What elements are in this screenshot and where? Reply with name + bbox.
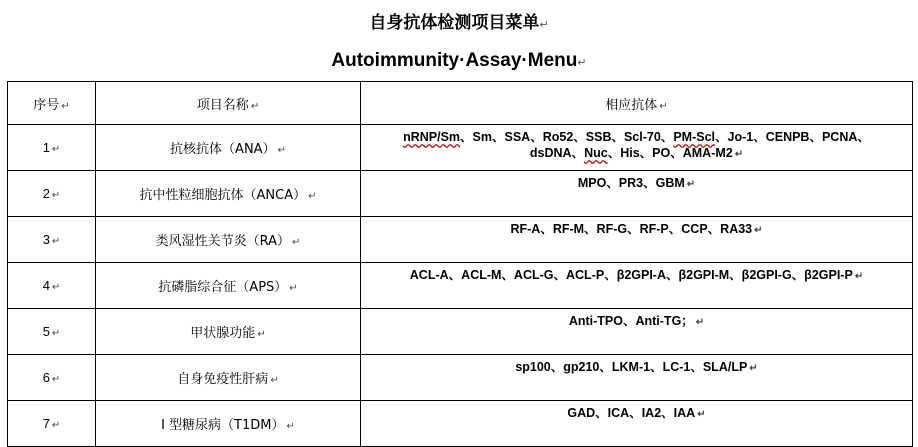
row-name: 类风湿性关节炎（RA） ↵ (96, 217, 361, 263)
row-antibodies: Anti-TPO、Anti-TG； ↵ (361, 309, 913, 355)
row-name: 甲状腺功能 ↵ (96, 309, 361, 355)
header-row (8, 82, 913, 125)
row-name: 自身免疫性肝病 ↵ (96, 355, 361, 401)
row-antibodies: ACL-A、ACL-M、ACL-G、ACL-P、β2GPI-A、β2GPI-M、β2GPI-G、β2GPI-P ↵ (361, 263, 913, 309)
title-chinese: 自身抗体检测项目菜单↵ (369, 13, 549, 33)
row-no: 4 ↵ (8, 263, 96, 309)
header-antibodies: 相应抗体 ↵ (361, 82, 913, 125)
row-antibodies: nRNP/Sm、Sm、SSA、Ro52、SSB、Scl-70、PM-Scl、Jo-1、CENPB、PCNA、 dsDNA、Nuc、His、PO、AMA-M2 ↵ (361, 125, 913, 171)
row-antibodies: RF-A、RF-M、RF-G、RF-P、CCP、RA33 ↵ (361, 217, 913, 263)
row-antibodies: sp100、gp210、LKM-1、LC-1、SLA/LP ↵ (361, 355, 913, 401)
row-name: I 型糖尿病（T1DM） ↵ (96, 401, 361, 447)
row-name: 抗核抗体（ANA） ↵ (96, 125, 361, 171)
row-antibodies: GAD、ICA、IA2、IAA ↵ (361, 401, 913, 447)
row-name: 抗中性粒细胞抗体（ANCA） ↵ (96, 171, 361, 217)
table-row (8, 263, 913, 309)
table-row (8, 309, 913, 355)
row-no: 7 ↵ (8, 401, 96, 447)
row-no: 1 ↵ (8, 125, 96, 171)
row-no: 3 ↵ (8, 217, 96, 263)
table-row (8, 125, 913, 171)
table-row (8, 355, 913, 401)
row-antibodies: MPO、PR3、GBM ↵ (361, 171, 913, 217)
row-no: 6 ↵ (8, 355, 96, 401)
title-english: Autoimmunity·Assay·Menu↵ (331, 50, 587, 71)
row-name: 抗磷脂综合征（APS） ↵ (96, 263, 361, 309)
table-row (8, 217, 913, 263)
header-no: 序号 ↵ (8, 82, 96, 125)
header-name: 项目名称 ↵ (96, 82, 361, 125)
row-no: 5 ↵ (8, 309, 96, 355)
table-row (8, 401, 913, 447)
assay-menu-table (7, 81, 913, 447)
row-no: 2 ↵ (8, 171, 96, 217)
table-row (8, 171, 913, 217)
